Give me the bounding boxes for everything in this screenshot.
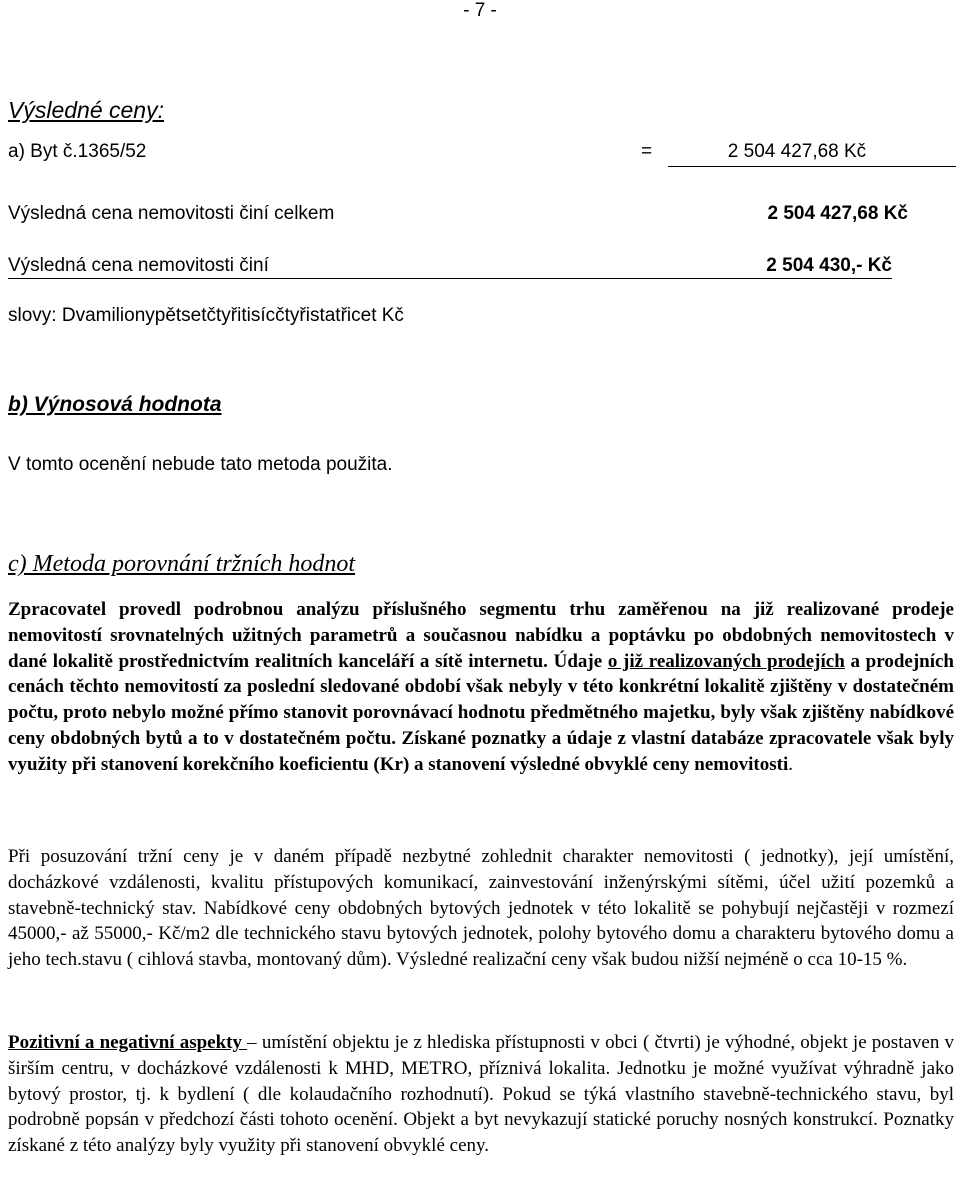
section-c-paragraph-3 bbox=[8, 1030, 954, 1159]
rounded-price-label: Výsledná cena nemovitosti činí bbox=[8, 255, 269, 276]
p1-underlined: o již realizovaných prodejích bbox=[607, 650, 845, 672]
byt-equals: = bbox=[641, 141, 653, 162]
section-b-text: V tomto ocenění nebude tato metoda použita. bbox=[8, 454, 393, 475]
p1-part-a: Zpracovatel provedl podrobnou analýzu příslušného segmentu trhu zaměřenou na již realizované prodeje nemovitostí srovnatelných užitných parametrů a současnou nabídku a poptávku po obdobných nemovitostech v dané lokalitě prostřednictvím realitních kanceláří a sítě internetu. Údaje bbox=[8, 599, 954, 672]
section-c-paragraph-1 bbox=[8, 597, 954, 778]
total-price-value: 2 504 427,68 Kč bbox=[767, 203, 908, 224]
p1-part-b: a prodejních cenách těchto nemovitostí za poslední sledované období však nebyly v této konkrétní lokalitě zjištěny v dostatečném počtu, proto nebylo možné přímo stanovit porovnávací hodnotu předmětného majetku, byly však zjištěny nabídkové ceny obdobných bytů a to v dostatečném počtu. Získané poznatky a údaje z vlastní databáze zpracovatele však byly využity při stanovení korekčního koeficientu (Kr) a stanovení výsledné obvyklé ceny nemovitosti bbox=[8, 650, 954, 775]
page-number: - 7 - bbox=[463, 0, 497, 21]
p1-end: . bbox=[788, 753, 793, 775]
underline-rule bbox=[8, 278, 892, 279]
price-in-words: slovy: Dvamilionypětsetčtyřitisícčtyřistatřicet Kč bbox=[8, 305, 404, 326]
section-b-title: b) Výnosová hodnota bbox=[8, 393, 222, 416]
aspects-title: Pozitivní a negativní aspekty bbox=[8, 1032, 248, 1053]
aspects-text: – umístění objektu je z hlediska přístupnosti v obci ( čtvrti) je výhodné, objekt je postaven v širším centru, v docházkové vzdálenosti k MHD, METRO, příznivá lokalita. Jednotku je možné využívat výhradně jako bytový prostor, tj. k bydlení ( dle kolaudačního rozhodnutí). Pokud se týká vlastního stavebně-technického stavu, byl podrobně popsán v předchozí části tohoto ocenění. Objekt a byt nevykazují statické poruchy nosných konstrukcí. Poznatky získané z této analýzy byly využity při stanovení obvyklé ceny. bbox=[8, 1032, 954, 1157]
byt-value bbox=[668, 141, 956, 167]
section-c-title: c) Metoda porovnání tržních hodnot bbox=[8, 551, 356, 577]
results-heading: Výsledné ceny: bbox=[8, 97, 164, 123]
rounded-price-value: 2 504 430,- Kč bbox=[766, 255, 892, 276]
section-c-paragraph-2: Při posuzování tržní ceny je v daném případě nezbytné zohlednit charakter nemovitosti ( jednotky), její umístění, docházkové vzdálenosti, kvalitu přístupových komunikací, zainvestování inženýrskými sítěmi, účel užití pozemků a stavebně-technický stav. Nabídkové ceny obdobných bytových jednotek v této lokalitě se pohybují nejčastěji v rozmezí 45000,- až 55000,- Kč/m2 dle technického stavu bytových jednotek, polohy bytového domu a charakteru bytového domu a jeho tech.stavu ( cihlová stavba, montovaný dům). Výsledné realizační ceny však budou nižší nejméně o cca 10-15 %. bbox=[8, 846, 954, 971]
byt-label: a) Byt č.1365/52 bbox=[8, 141, 147, 162]
total-price-label: Výsledná cena nemovitosti činí celkem bbox=[8, 203, 335, 224]
byt-value-text: 2 504 427,68 Kč bbox=[727, 141, 867, 162]
